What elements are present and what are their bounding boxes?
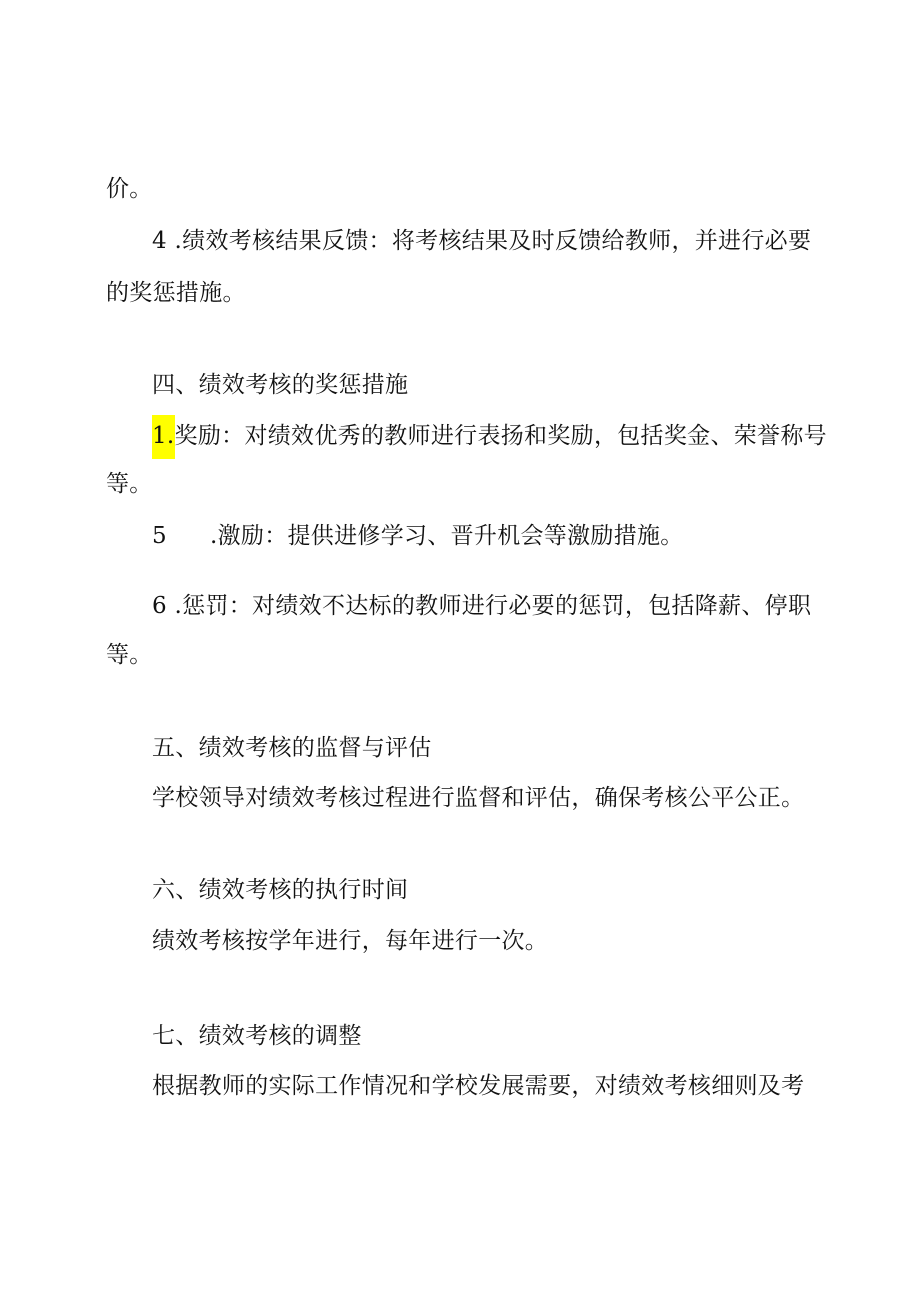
list-item-text: .绩效考核结果反馈：将考核结果及时反馈给教师，并进行必要 (166, 228, 812, 254)
list-item-4-wrap: 的奖惩措施。 (106, 280, 246, 306)
list-number: 4 (152, 228, 167, 254)
list-item-1 (152, 421, 827, 451)
section-body-6: 绩效考核按学年进行，每年进行一次。 (152, 928, 549, 954)
list-item-6-wrap: 等。 (106, 642, 153, 668)
section-body-5: 学校领导对绩效考核过程进行监督和评估，确保考核公平公正。 (152, 785, 805, 811)
section-body-7: 根据教师的实际工作情况和学校发展需要，对绩效考核细则及考 (152, 1073, 805, 1099)
list-item-text: 奖励：对绩效优秀的教师进行表扬和奖励，包括奖金、荣誉称号 (174, 423, 827, 449)
section-heading-6: 六、绩效考核的执行时间 (152, 877, 409, 903)
list-item-4 (152, 226, 811, 256)
list-item-text: .惩罚：对绩效不达标的教师进行必要的惩罚，包括降薪、停职 (166, 593, 812, 619)
section-heading-7: 七、绩效考核的调整 (152, 1023, 362, 1049)
list-item-1-wrap: 等。 (106, 471, 153, 497)
section-heading-5: 五、绩效考核的监督与评估 (152, 735, 432, 761)
highlighted-list-number: 1. (152, 415, 175, 459)
section-heading-4: 四、绩效考核的奖惩措施 (152, 372, 409, 398)
list-number: 5 (152, 523, 167, 549)
list-number: 6 (152, 593, 167, 619)
list-item-6 (152, 591, 811, 621)
continuation-text: 价。 (106, 176, 153, 202)
list-item-text: .激励：提供进修学习、晋升机会等激励措施。 (210, 523, 684, 549)
list-item-5 (152, 521, 684, 551)
